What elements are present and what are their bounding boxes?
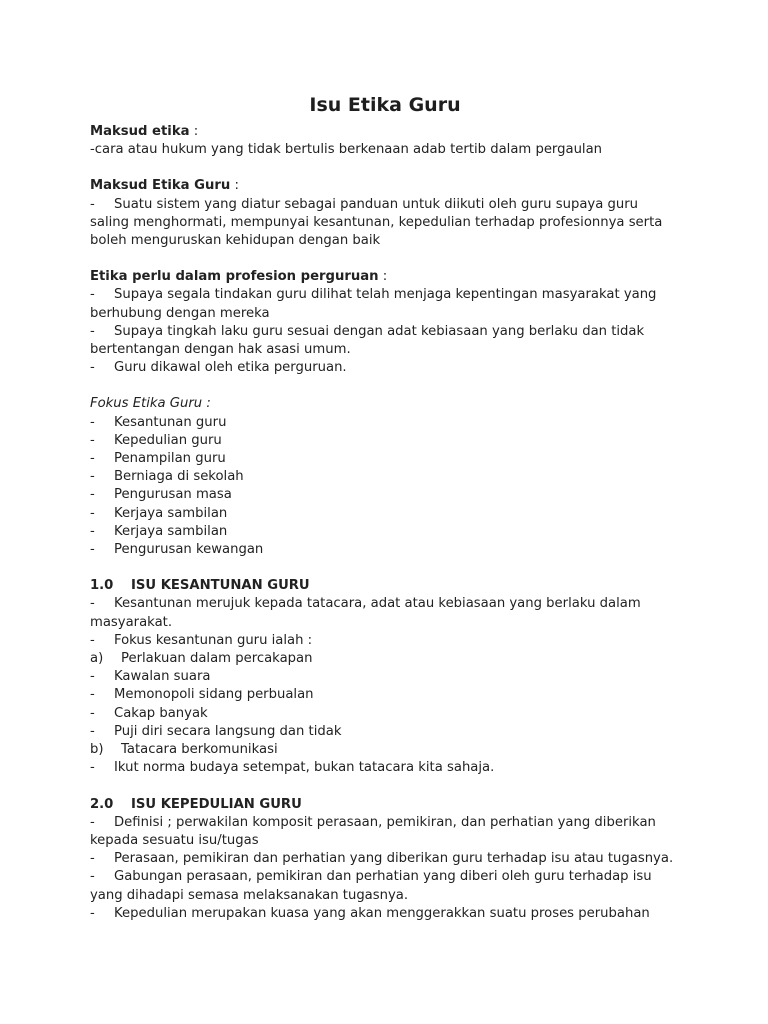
- bullet-dash: -: [90, 905, 95, 921]
- fokus-item: Kerjaya sambilan: [114, 523, 228, 539]
- heading-colon: :: [189, 124, 199, 139]
- etika-perlu-heading-line: [90, 268, 680, 286]
- list-item: [90, 868, 680, 904]
- etika-perlu-point: Supaya segala tindakan guru dilihat telah menjaga kepentingan masyarakat yang berhubung dengan mereka: [90, 287, 657, 321]
- bullet-dash: -: [90, 851, 95, 867]
- fokus-item: Kepedulian guru: [114, 432, 222, 448]
- bullet-dash: -: [90, 469, 95, 485]
- bullet-dash: -: [90, 814, 95, 830]
- section-1-a-label: Perlakuan dalam percakapan: [121, 651, 313, 667]
- bullet-dash: -: [90, 451, 95, 467]
- section-1-a-item: Puji diri secara langsung dan tidak: [114, 723, 342, 739]
- list-item: [90, 359, 680, 377]
- list-item: [90, 450, 680, 468]
- bullet-dash: -: [90, 360, 95, 376]
- list-item: [90, 196, 680, 251]
- section-2-point: Definisi ; perwakilan komposit perasaan, pemikiran, dan perhatian yang diberikan kepada sesuatu isu/tugas: [90, 814, 656, 848]
- fokus-item: Pengurusan kewangan: [114, 542, 264, 558]
- maksud-etika-guru-heading: Maksud Etika Guru: [90, 178, 231, 194]
- section-2-heading: ISU KEPEDULIAN GURU: [131, 796, 302, 812]
- bullet-dash: -: [90, 523, 95, 539]
- etika-perlu-point: Supaya tingkah laku guru sesuai dengan adat kebiasaan yang berlaku dan tidak bertentangan dengan hak asasi umum.: [90, 323, 645, 358]
- fokus-item: Penampilan guru: [114, 451, 226, 467]
- maksud-etika-guru-point: Suatu sistem yang diatur sebagai panduan untuk diikuti oleh guru supaya guru saling menghormati, mempunyai kesantunan, kepedulian terhadap profesionnya serta boleh menguruskan kehidupan dengan baik: [90, 196, 663, 249]
- bullet-dash: -: [90, 596, 95, 612]
- list-item: [90, 595, 680, 631]
- section-1-fokus: Fokus kesantunan guru ialah :: [114, 632, 313, 648]
- list-item: [90, 741, 680, 759]
- fokus-item: Kerjaya sambilan: [114, 505, 228, 521]
- section-1-b-item: Ikut norma budaya setempat, bukan tatacara kita sahaja.: [114, 760, 495, 776]
- list-item: [90, 505, 680, 523]
- list-item: [90, 468, 680, 486]
- list-item: [90, 523, 680, 541]
- etika-perlu-point: Guru dikawal oleh etika perguruan.: [114, 360, 347, 376]
- section-1-a-item: Kawalan suara: [114, 669, 211, 685]
- bullet-dash: -: [90, 687, 95, 703]
- section-1-heading: ISU KESANTUNAN GURU: [131, 578, 310, 594]
- list-item: [90, 541, 680, 559]
- etika-perlu-heading: Etika perlu dalam profesion perguruan: [90, 269, 379, 285]
- bullet-dash: -: [90, 669, 95, 685]
- section-1-definition: Kesantunan merujuk kepada tatacara, adat atau kebiasaan yang berlaku dalam masyarakat.: [90, 596, 641, 630]
- list-item: [90, 814, 680, 850]
- document-body: [90, 93, 680, 923]
- list-item: [90, 850, 680, 868]
- bullet-dash: -: [90, 705, 95, 721]
- heading-colon: :: [378, 269, 388, 285]
- list-item: [90, 432, 680, 450]
- list-item: [90, 759, 680, 777]
- bullet-dash: -: [90, 414, 95, 430]
- list-item: [90, 632, 680, 650]
- bullet-dash: -: [90, 196, 95, 212]
- section-1-number: 1.0: [90, 578, 114, 594]
- section-2-number: 2.0: [90, 796, 114, 812]
- document-title: Isu Etika Guru: [309, 94, 461, 116]
- list-item: [90, 286, 680, 322]
- fokus-item: Pengurusan masa: [114, 487, 232, 503]
- list-marker-a: a): [90, 651, 104, 667]
- section-2-heading-line: [90, 796, 680, 814]
- list-item: [90, 705, 680, 723]
- bullet-dash: -: [90, 323, 95, 339]
- list-item: [90, 686, 680, 704]
- bullet-dash: -: [90, 760, 95, 776]
- maksud-etika-definition: -cara atau hukum yang tidak bertulis berkenaan adab tertib dalam pergaulan: [90, 142, 603, 158]
- list-item: [90, 905, 680, 923]
- bullet-dash: -: [90, 505, 95, 521]
- section-2-point: Perasaan, pemikiran dan perhatian yang diberikan guru terhadap isu atau tugasnya.: [114, 851, 674, 867]
- bullet-dash: -: [90, 542, 95, 558]
- section-2-point: Kepedulian merupakan kuasa yang akan menggerakkan suatu proses perubahan: [114, 905, 650, 921]
- bullet-dash: -: [90, 432, 95, 448]
- bullet-dash: -: [90, 723, 95, 739]
- list-item: [90, 668, 680, 686]
- list-marker-b: b): [90, 742, 104, 758]
- bullet-dash: -: [90, 287, 95, 303]
- heading-colon: :: [230, 178, 239, 194]
- fokus-item: Kesantunan guru: [114, 414, 227, 430]
- section-1-a-item: Memonopoli sidang perbualan: [114, 687, 314, 703]
- bullet-dash: -: [90, 869, 95, 885]
- maksud-etika-guru-heading-line: [90, 177, 680, 195]
- list-item: [90, 650, 680, 668]
- bullet-dash: -: [90, 632, 95, 648]
- list-item: [90, 486, 680, 504]
- maksud-etika-heading-line: [90, 123, 680, 141]
- fokus-item: Berniaga di sekolah: [114, 469, 244, 485]
- section-1-b-label: Tatacara berkomunikasi: [121, 742, 278, 758]
- list-item: [90, 723, 680, 741]
- list-item: [90, 323, 680, 359]
- maksud-etika-heading: Maksud etika: [90, 124, 190, 139]
- fokus-etika-heading: Fokus Etika Guru :: [90, 396, 211, 412]
- list-item: [90, 414, 680, 432]
- section-2-point: Gabungan perasaan, pemikiran dan perhatian yang diberi oleh guru terhadap isu yang dihadapi semasa melaksanakan tugasnya.: [90, 869, 652, 903]
- section-1-heading-line: [90, 577, 680, 595]
- bullet-dash: -: [90, 487, 95, 503]
- section-1-a-item: Cakap banyak: [114, 705, 208, 721]
